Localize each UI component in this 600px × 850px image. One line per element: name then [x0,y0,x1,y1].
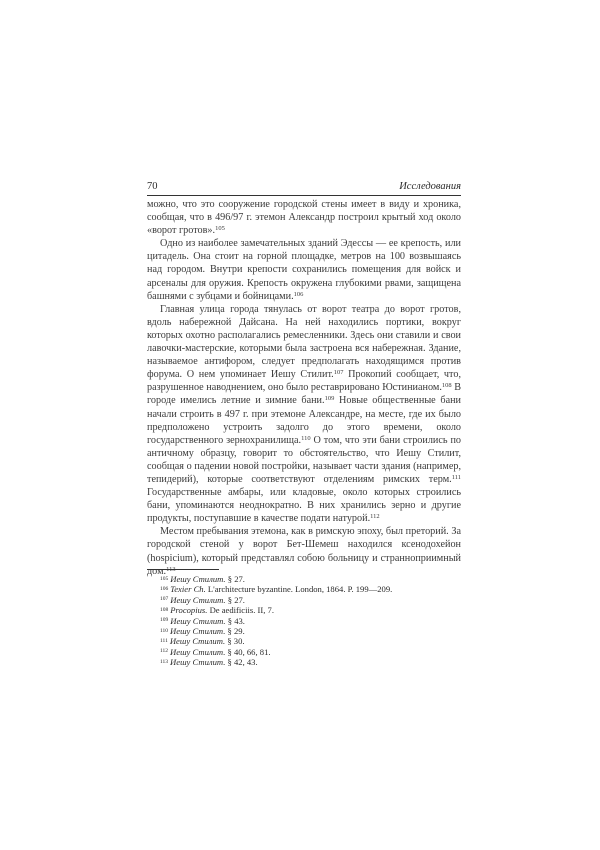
footnote-ref: 107 [333,369,344,377]
text-run: Государственные амбары, или кладовые, около которых строились бани, упоминаются неоднократно. В них хранились зерно и другие продукты, поступавшие в качестве подати натурой. [147,487,461,525]
footnote-number: 109 [160,617,169,624]
footnote-ref: 111 [451,473,461,481]
section-title: Исследования [399,181,461,192]
footnote [160,574,460,584]
footnote-ref: 112 [370,513,380,521]
footnote-author: Иешу Стилит. [170,615,226,626]
text-run: Одно из наиболее замечательных зданий Эдессы — ее крепость, или цитадель. Она стоит на горной площадке, метров на 100 возвышаясь над городом. Внутри крепости сохранились помещения для войск и арсеналы для оружия. Крепость окружена глубокими рвами, защищена башнями с зубцами и бойницами. [147,238,461,302]
footnote-ref: 108 [441,382,452,390]
footnote [160,584,460,594]
text-run: можно, что это сооружение городской стены имеет в виду и хроника, сообщая, что в 496/97 г. этемон Александр построил крытый ход около «ворот гротов». [147,199,461,237]
footnote-number: 113 [160,658,169,665]
footnote-number: 105 [160,575,169,582]
footnote-text: § 40, 66, 81. [225,646,271,657]
footnote [160,636,460,646]
footnote-author: Иешу Стилит. [170,594,226,605]
footnote-author: Texier Ch. [170,584,206,595]
footnote-text: § 43. [225,615,245,626]
paragraph [147,198,461,237]
footnote-number: 107 [160,596,169,603]
footnote-ref: 105 [215,225,225,233]
footnote [160,647,460,657]
text-run: В городе имелись летние и зимние бани. [147,382,461,407]
paragraph [147,237,461,302]
footnote-author: Procopius. [170,605,208,616]
footnote-number: 111 [160,637,168,644]
header-rule [147,195,461,196]
footnote-author: Иешу Стилит. [170,657,226,668]
footnote-text: L'architecture byzantine. London, 1864. P. 199—209. [205,584,393,595]
footnote-author: Иешу Стилит. [170,646,226,657]
footnote [160,605,460,615]
footnote-text: § 27. [225,594,245,605]
footnote [160,626,460,636]
footnote-number: 106 [160,585,169,592]
text-run: О том, что эти бани строились по античному образцу, говорит то обстоятельство, что Иешу Стилит, сообщая о падении новой постройки, называет части здания (например, тепидерий), которые соответствуют отделениям римских терм. [147,434,461,485]
page-number: 70 [147,181,158,192]
text-run: Местом пребывания этемона, как в римскую эпоху, был преторий. За городской стеной у ворот Бет-Шемеш находился ксенодохейон (hospicium), который представлял собою больницу и странноприимный дом. [147,526,461,577]
footnote-text: De aedificiis. II, 7. [207,605,274,616]
footnote-ref: 110 [301,434,311,442]
footnote-author: Иешу Стилит. [170,574,226,584]
footnote-author: Иешу Стилит. [170,626,226,637]
footnote-ref: 109 [324,395,335,403]
footnote-number: 110 [160,627,169,634]
footnote-ref: 106 [293,290,304,298]
running-header [147,180,461,194]
footnote-text: § 30. [225,636,245,647]
footnote-rule [147,569,219,570]
footnote-text: § 29. [225,626,245,637]
footnote-ref: 113 [166,565,176,573]
text-run: Новые общественные бани начали строить в 497 г. при этемоне Александре, на месте, где их было предположено устроить задолго до этого времени, около государственного зернохранилища. [147,395,461,446]
paragraph [147,303,461,526]
footnotes [160,574,460,668]
text-run: Главная улица города тянулась от ворот театра до ворот гротов, вдоль набережной Дайсана. На ней находились портики, вокруг которых охотно располагались ремесленники. Здесь они ставили и свои лавочки-мастерские, которыми была застроена вся набережная. Здание, называемое антифором, следует предполагать находящимся против форума. О нем упоминает Иешу Стилит. [147,303,461,381]
footnote [160,657,460,667]
text-run: Прокопий сообщает, что, разрушенное наводнением, оно было реставрировано Юстинианом. [147,369,461,394]
footnote-author: Иешу Стилит. [169,636,226,647]
footnote-text: § 42, 43. [225,657,258,668]
footnote-text: § 27. [225,574,245,584]
footnote-number: 112 [160,648,169,655]
footnote [160,616,460,626]
footnote-number: 108 [160,606,169,613]
main-text [147,198,461,578]
footnote [160,595,460,605]
